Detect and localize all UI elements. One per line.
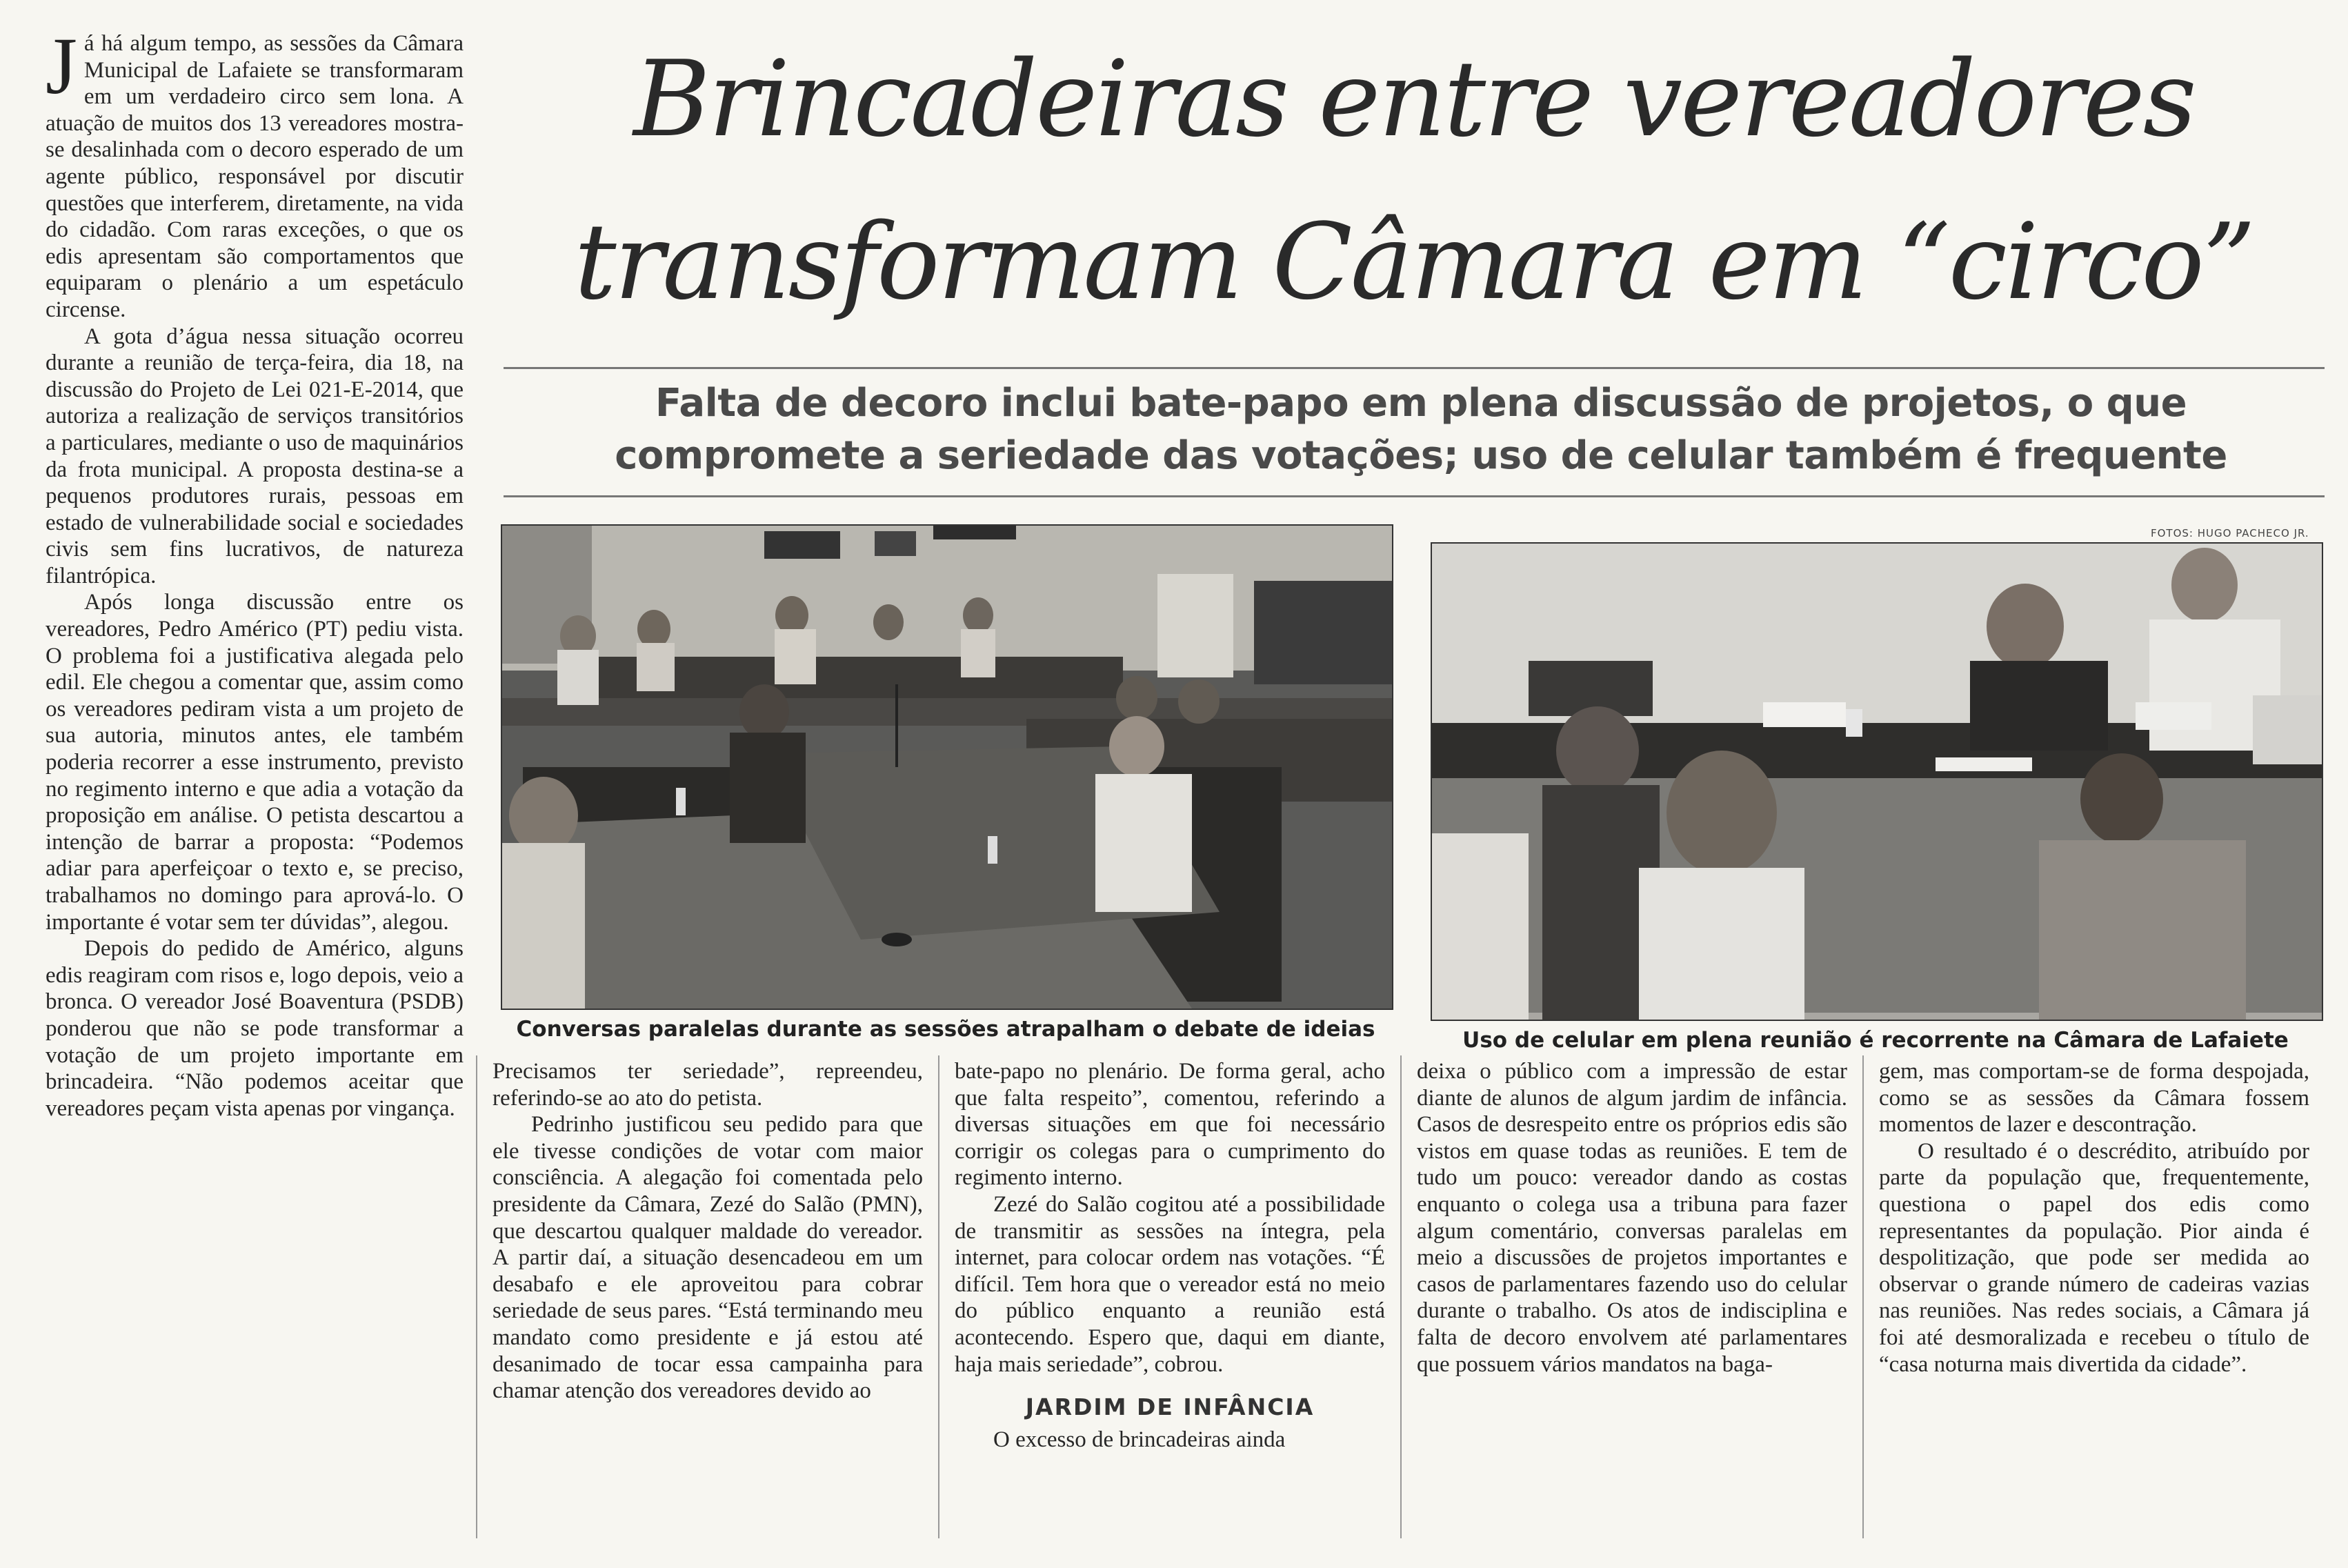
column-divider [1400, 1055, 1402, 1538]
photo-plenary-session [501, 524, 1393, 1010]
article-paragraph: Já há algum tempo, as sessões da Câmara Municipal de Lafaiete se transformaram em um verdadeiro circo sem lona. A atuação de muitos dos 13 vereadores mostra-se desalinhada com o decoro esperado de um agente público, responsável por discutir questões que interferem, diretamente, na vida do cidadão. Com raras exceções, o que os edis apresentam são comportamentos que equiparam o plenário a um espetáculo circense. [46, 21, 464, 322]
photo-cellphone-image [1432, 544, 2322, 1020]
article-column-4 [1417, 1058, 1847, 1378]
photo-cellphone-use [1431, 542, 2323, 1021]
article-column-2 [493, 1058, 923, 1405]
article-paragraph: O resultado é o descrédito, atribuído por parte da população que, frequentemente, questiona o papel dos edis como representantes da população. Pior ainda é despolitização, que pode ser medida ao observar o grande número de cadeiras vazias nas reuniões. Nas redes sociais, a Câmara já foi até desmoralizada e recebeu o título de “casa noturna mais divertida da cidade”. [1879, 1138, 2309, 1377]
article-paragraph: bate-papo no plenário. De forma geral, acho que falta respeito”, comentou, referindo a diversas situações em que foi necessário corrigir os colegas para o cumprimento do regimento interno. [955, 1059, 1385, 1191]
article-paragraph: deixa o público com a impressão de estar diante de alunos de algum jardim de infância. Casos de desrespeito entre os próprios edis são vistos em quase todas as reuniões. E tem de tudo um pouco: vereador dando as costas enquanto o colega usa a tribuna para fazer algum comentário, conversas paralelas em meio a discussões de projetos importantes e casos de parlamentares fazendo uso do celular durante o trabalho. Os atos de indisciplina e falta de decoro envolvem até parlamentares que possuem vários mandatos na baga- [1417, 1059, 1847, 1377]
photo-plenary-image [502, 526, 1392, 1009]
article-paragraph: O excesso de brincadeiras ainda [993, 1427, 1286, 1452]
headline-line-1: Brincadeiras entre vereadores [633, 38, 2195, 160]
article-paragraph: Após longa discussão entre os vereadores, Pedro Américo (PT) pediu vista. O problema foi a justificativa alegada pelo edil. Ele chegou a comentar que, assim como os vereadores pediram vista a um projeto de sua autoria, minutos antes, ele também poderia recorrer a esse instrumento, previsto no regimento interno e que adia a votação da proposição em análise. O petista descartou a intenção de barrar a proposta: “Podemos adiar para aperfeiçoar o texto e, se preciso, trabalhamos no domingo para aprová-lo. O importante é votar sem ter dúvidas”, alegou. [46, 590, 464, 935]
divider [504, 367, 2325, 369]
divider [504, 495, 2325, 497]
article-paragraph: Precisamos ter seriedade”, repreendeu, referindo-se ao ato do petista. [493, 1059, 923, 1111]
subheadline-line-2: compromete a seriedade das votações; uso de celular também é frequente [615, 433, 2227, 478]
headline-line-2: transformam Câmara em “circo” [574, 201, 2254, 323]
article-column-5 [1879, 1058, 2309, 1378]
article-paragraph: Pedrinho justificou seu pedido para que ele tivesse condições de votar com maior consciência. A alegação foi comentada pelo presidente da Câmara, Zezé do Salão (PMN), que descartou qualquer maldade do vereador. A partir daí, a situação desencadeou em um desabafo e ele aproveitou para cobrar seriedade de seus pares. “Está terminando meu mandato como presidente e já estou até desanimado de tocar essa campainha para chamar atenção dos vereadores devido ao [493, 1112, 923, 1404]
article-column-3 [955, 1058, 1385, 1453]
photo-caption-1: Conversas paralelas durante as sessões atrapalham o debate de ideias [516, 1017, 1375, 1042]
article-paragraph: Zezé do Salão cogitou até a possibilidade de transmitir as sessões na íntegra, pela internet, para colocar ordem nas votações. “É difícil. Tem hora que o vereador está no meio do público enquanto a reunião está acontecendo. Espero que, daqui em diante, haja mais seriedade”, cobrou. [955, 1191, 1385, 1377]
column-divider [476, 1055, 477, 1538]
article-column-1 [46, 21, 464, 1534]
article-paragraph: Depois do pedido de Américo, alguns edis reagiram com risos e, logo depois, veio a bronca. O vereador José Boaventura (PSDB) ponderou que não se pode transformar a votação de um projeto importante em brincadeira. “Não podemos aceitar que vereadores peçam vista apenas por vingança. [46, 936, 464, 1121]
column-divider [1862, 1055, 1864, 1538]
article-paragraph: gem, mas comportam-se de forma despojada, como se as sessões da Câmara fossem momentos de lazer e descontração. [1879, 1059, 2309, 1138]
drop-cap: J [46, 21, 77, 111]
section-crosshead: JARDIM DE INFÂNCIA [1025, 1393, 1315, 1421]
photo-caption-2: Uso de celular em plena reunião é recorrente na Câmara de Lafaiete [1462, 1028, 2289, 1053]
column-divider [938, 1055, 939, 1538]
article-paragraph: A gota d’água nessa situação ocorreu durante a reunião de terça-feira, dia 18, na discussão do Projeto de Lei 021-E-2014, que autoriza a realização de serviços transitórios a particulares, mediante o uso de maquinários da frota municipal. A proposta destina-se a pequenos produtores rurais, pessoas em estado de vulnerabilidade social e sociedades civis sem fins lucrativos, de natureza filantrópica. [46, 324, 464, 588]
photo-credit: FOTOS: HUGO PACHECO JR. [2151, 527, 2309, 539]
subheadline-line-1: Falta de decoro inclui bate-papo em plena discussão de projetos, o que [655, 381, 2187, 426]
